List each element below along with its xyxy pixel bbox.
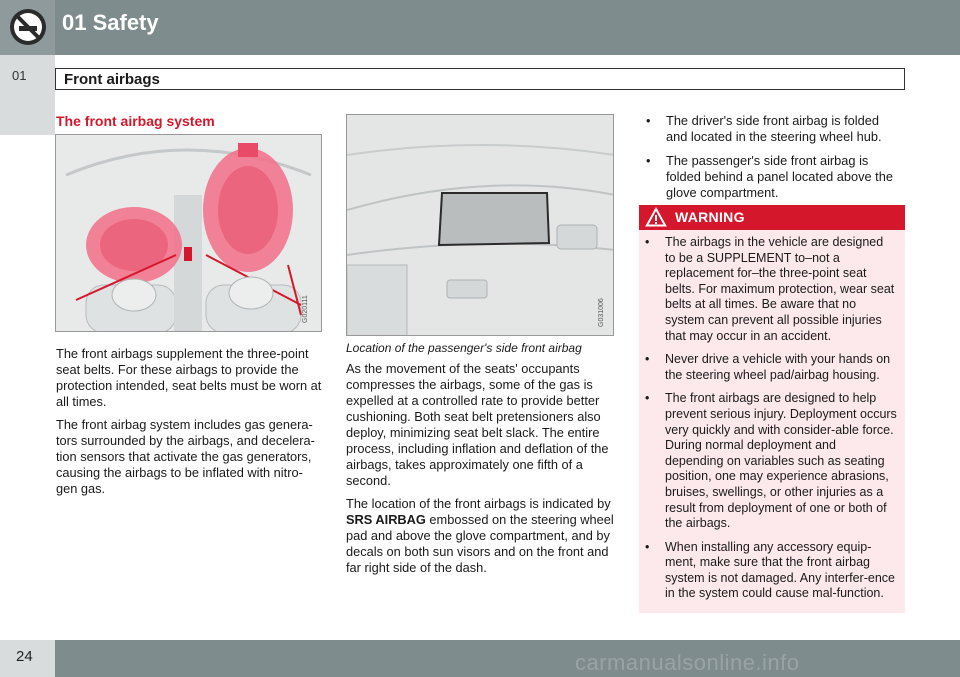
paragraph: The front airbags supplement the three-point seat belts. For these airbags to provide the protection intended, seat belts must be worn at all times. [56, 346, 322, 409]
chapter-tab-label: 01 [12, 68, 27, 83]
watermark: carmanualsonline.info [575, 650, 800, 675]
airbag-deployment-drawing [56, 135, 322, 332]
section-title: Front airbags [64, 71, 160, 88]
list-item: • The passenger's side front airbag is folded behind a panel located above the glove compartment. [640, 153, 902, 201]
srs-airbag-label: SRS AIRBAG [346, 512, 426, 527]
front-airbags-illustration [55, 134, 322, 332]
figure-code: G020111 [302, 295, 309, 323]
warning-triangle-icon [645, 207, 667, 227]
header-icon-box [0, 0, 55, 55]
page-number: 24 [16, 648, 33, 665]
passenger-airbag-location-illustration [346, 114, 614, 336]
paragraph: As the movement of the seats' occupants compresses the airbags, some of the gas is expelled at a controlled rate to provide better cushioning. Both seat belt pretensioners also deploy, minimizing seat belt slack. The entire process, including inflation and deflation of the airbags, takes approximately one fifth of a second. [346, 361, 609, 488]
warning-title: WARNING [675, 209, 745, 225]
page-title: 01 Safety [62, 10, 159, 35]
paragraph: The front airbag system includes gas genera-tors surrounded by the airbags, and decelera-tion sensors that activate the gas generators, causing the airbags to be inflated with nitro-gen gas. [56, 417, 315, 496]
list-item: • Never drive a vehicle with your hands on the steering wheel pad/airbag housing. [639, 352, 897, 383]
subsection-heading: The front airbag system [56, 113, 215, 129]
list-item: • The airbags in the vehicle are designed to be a SUPPLEMENT to–not a replacement for–the three-point seat belts. For maximum protection, wear seat belts at all times. Be aware that no system can prevent all possible injuries that may occur in an accident. [639, 235, 897, 344]
list-item: • When installing any accessory equip-ment, make sure that the front airbag system is not damaged. Any interfer-ence in the system could cause mal-function. [639, 540, 897, 602]
bullet-list [640, 113, 902, 201]
warning-list [639, 235, 897, 610]
warning-header [639, 205, 905, 230]
column-1-text [56, 346, 322, 504]
figure-code: G031006 [598, 298, 605, 327]
list-item: • The driver's side front airbag is folded and located in the steering wheel hub. [640, 113, 902, 145]
section-title-box [55, 68, 905, 90]
warning-box [639, 205, 905, 613]
page-footer [0, 640, 960, 677]
paragraph-text: The location of the front airbags is indicated by [346, 496, 611, 511]
list-item: • The front airbags are designed to help prevent serious injury. Deployment occurs very quickly and with consider-able force. During normal deployment and depending on variables such as seating position, one may experience abrasions, bruises, swellings, or other injuries as a result from deployment of one or both of the airbags. [639, 391, 897, 531]
paragraph-text: embossed on the steering wheel pad and above the glove compartment, and by decals on both sun visors and on the front and far right side of the dash. [346, 512, 614, 575]
paragraph [346, 496, 618, 576]
dashboard-drawing [347, 115, 614, 336]
figure-caption: Location of the passenger's side front airbag [346, 341, 582, 355]
column-2-text [346, 361, 618, 583]
no-smoking-style-symbol-icon [8, 7, 48, 47]
chapter-tab [0, 55, 55, 135]
column-3-text [640, 113, 902, 209]
